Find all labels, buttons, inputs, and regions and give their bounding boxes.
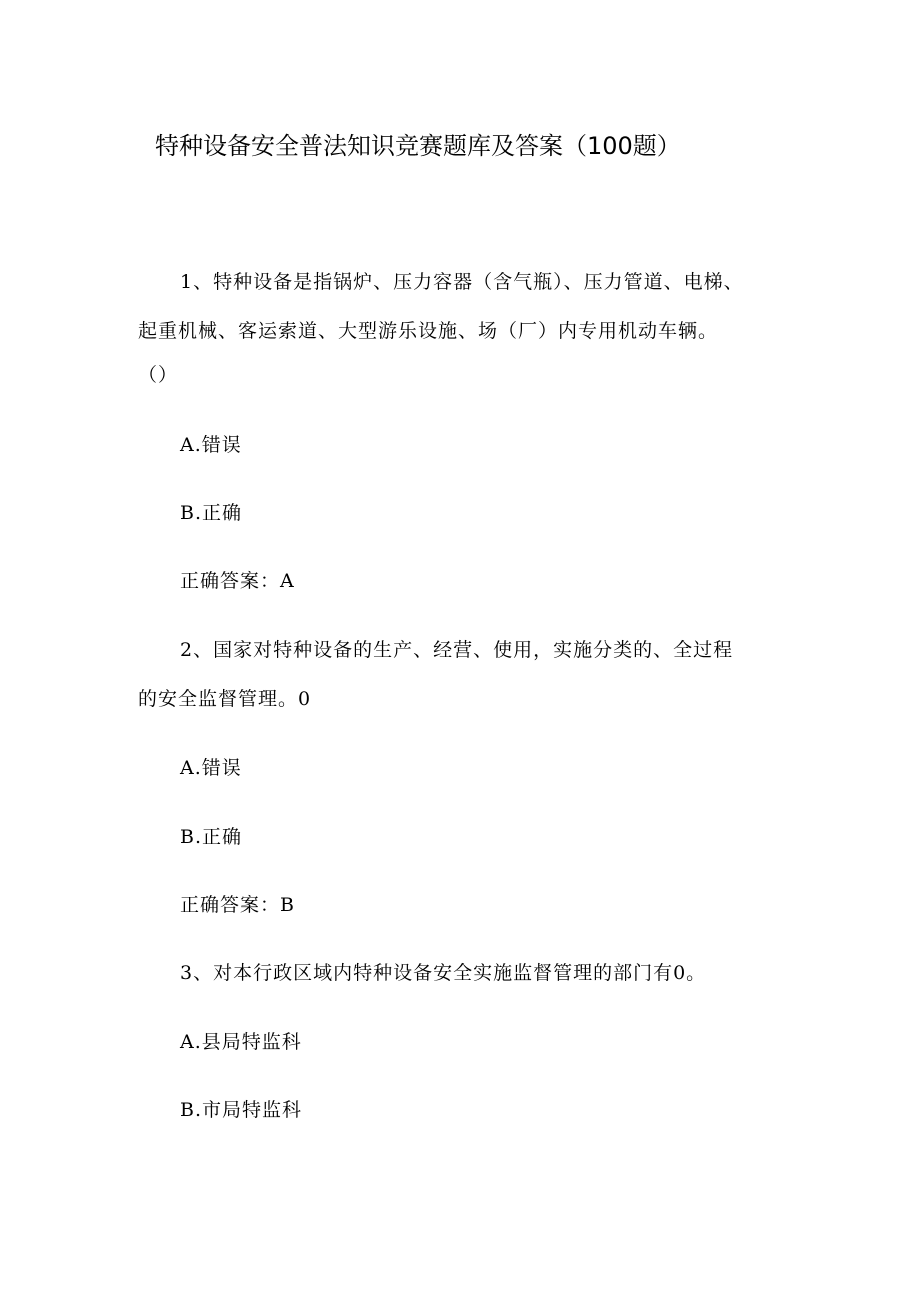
- question-1-option-b: B.正确: [180, 502, 243, 524]
- question-3-line-1: 3、对本行政区域内特种设备安全实施监督管理的部门有0。: [180, 962, 707, 984]
- question-3-option-b: B.市局特监科: [180, 1099, 303, 1121]
- question-1-line-1: 1、特种设备是指锅炉、压力容器（含气瓶）、压力管道、电梯、: [180, 271, 744, 293]
- document-title: 特种设备安全普法知识竞赛题库及答案（100题）: [155, 132, 681, 160]
- question-2-answer: 正确答案：B: [180, 894, 295, 916]
- question-1-answer: 正确答案：A: [180, 570, 295, 592]
- question-2-line-1: 2、国家对特种设备的生产、经营、使用，实施分类的、全过程: [180, 639, 734, 661]
- question-3-option-a: A.县局特监科: [180, 1031, 302, 1053]
- question-2-line-2: 的安全监督管理。0: [138, 688, 312, 710]
- question-2-option-b: B.正确: [180, 826, 243, 848]
- question-1-line-3: （）: [138, 364, 179, 386]
- question-2-option-a: A.错误: [180, 757, 242, 779]
- question-1-line-2: 起重机械、客运索道、大型游乐设施、场（厂）内专用机动车辆。: [138, 320, 719, 342]
- question-1-option-a: A.错误: [180, 434, 242, 456]
